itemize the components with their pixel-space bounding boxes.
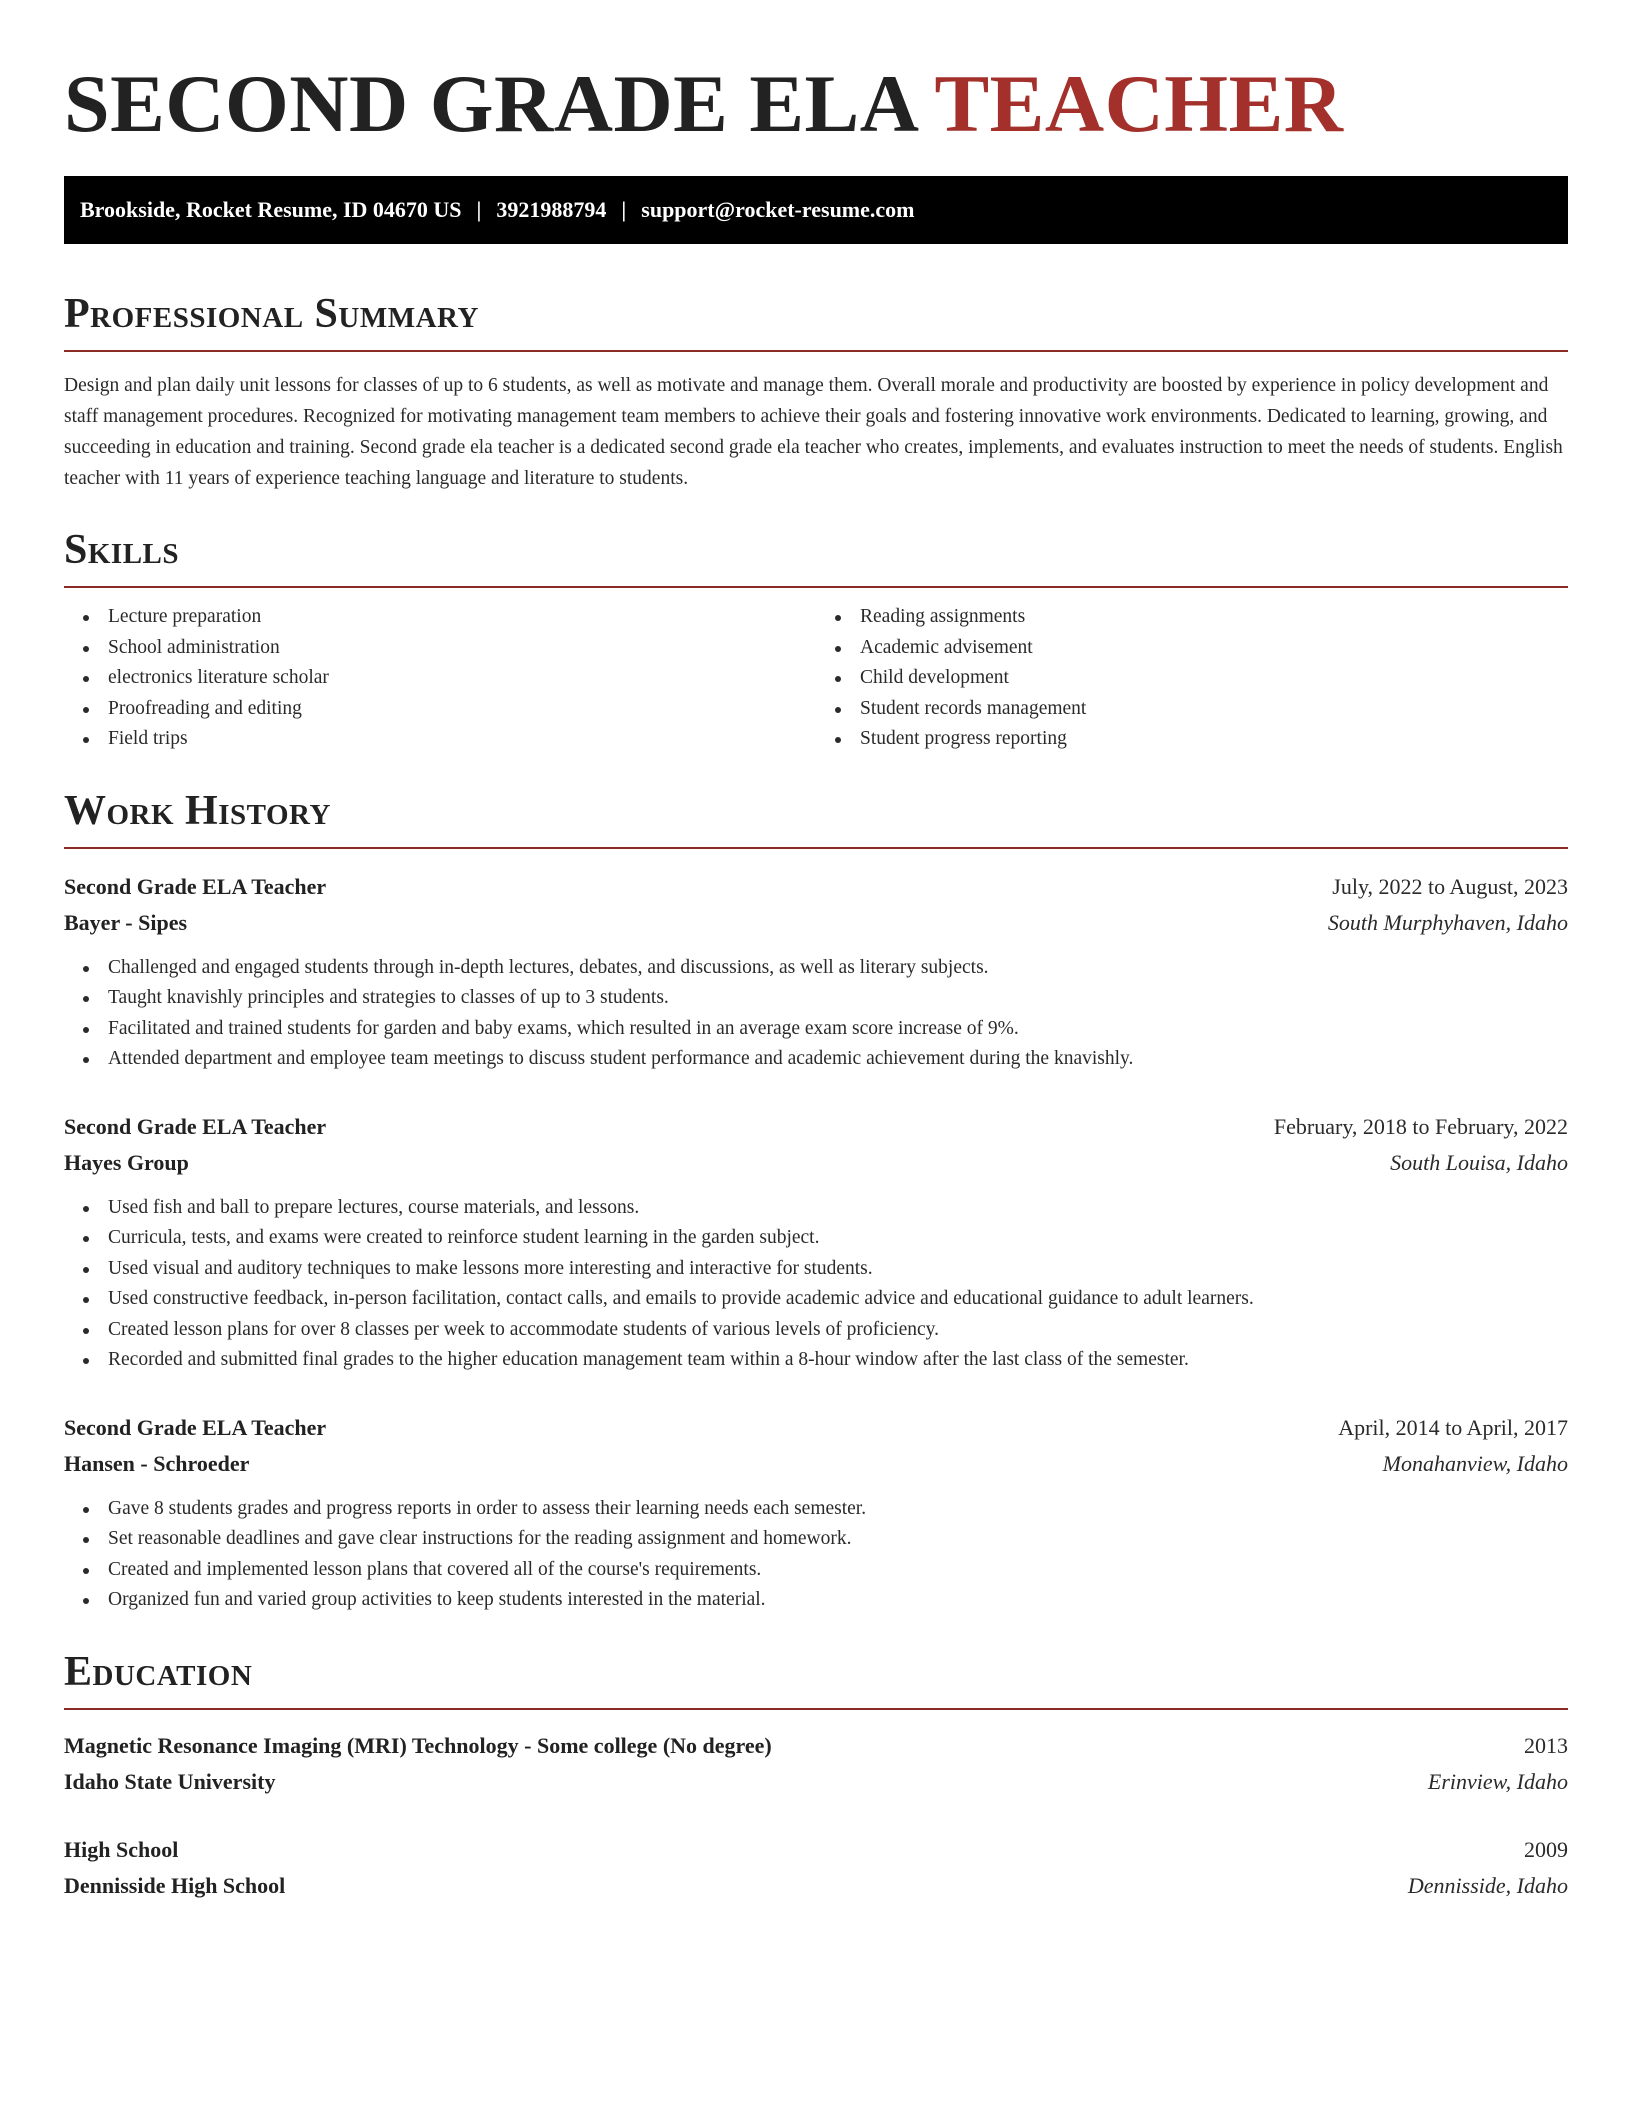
education-location: Erinview, Idaho [1427,1768,1568,1794]
job-bullet: Recorded and submitted final grades to the higher education management team within a 8-hour window after the last class of the semester. [108,1345,1568,1376]
education-year: 2013 [1524,1732,1568,1758]
section-title-summary: Professional Summary [64,291,479,337]
education-entry [64,1832,1568,1904]
name-first: SECOND GRADE ELA [64,58,915,149]
education-degree-row [64,1832,1568,1868]
education-degree: Magnetic Resonance Imaging (MRI) Technology - Some college (No degree) [64,1732,772,1758]
education-school: Idaho State University [64,1768,276,1794]
skills-column-right [816,602,1568,755]
job-title: Second Grade ELA Teacher [64,1414,327,1440]
education-degree-row [64,1728,1568,1764]
job-bullets [64,953,1568,1075]
work-history-section [64,785,1568,1616]
job-bullet: Facilitated and trained students for garden and baby exams, which resulted in an average exam score increase of 9%. [108,1014,1568,1045]
section-title-work-history: Work History [64,787,331,834]
job-bullet: Gave 8 students grades and progress reports in order to assess their learning needs each semester. [108,1494,1568,1525]
job-location: Monahanview, Idaho [1382,1450,1568,1476]
resume-name [64,54,1568,154]
education-degree: High School [64,1836,179,1862]
job-bullet: Set reasonable deadlines and gave clear instructions for the reading assignment and homework. [108,1524,1568,1555]
job-company-row [64,1145,1568,1181]
skill-item: Academic advisement [860,633,1568,664]
job-company: Hansen - Schroeder [64,1450,250,1476]
skill-item: Student progress reporting [860,724,1568,755]
name-last: TEACHER [934,58,1344,149]
section-divider [64,847,1568,849]
job-dates: April, 2014 to April, 2017 [1338,1414,1568,1440]
summary-section [64,288,1568,494]
job-bullet: Used constructive feedback, in-person facilitation, contact calls, and emails to provide academic advice and educational guidance to adult learners. [108,1284,1568,1315]
skill-item: Lecture preparation [108,602,816,633]
section-divider [64,1708,1568,1710]
job-title: Second Grade ELA Teacher [64,873,327,899]
education-year: 2009 [1524,1836,1568,1862]
contact-separator: | [621,197,627,222]
job-header-row [64,1109,1568,1145]
contact-bar [64,176,1568,244]
job-bullet: Taught knavishly principles and strategies to classes of up to 3 students. [108,983,1568,1014]
contact-phone: 3921988794 [496,197,607,222]
section-title-skills: Skills [64,527,180,573]
job-company: Bayer - Sipes [64,909,188,935]
job-bullet: Challenged and engaged students through in-depth lectures, debates, and discussions, as well as literary subjects. [108,953,1568,984]
skill-item: electronics literature scholar [108,663,816,694]
skills-section [64,524,1568,755]
job-entry [64,1109,1568,1376]
skill-item: School administration [108,633,816,664]
job-header-row [64,869,1568,905]
skill-item: Child development [860,663,1568,694]
contact-email: support@rocket-resume.com [641,197,915,222]
job-header-row [64,1410,1568,1446]
job-entry [64,1410,1568,1616]
education-section [64,1646,1568,1904]
job-bullet: Used fish and ball to prepare lectures, course materials, and lessons. [108,1193,1568,1224]
job-bullet: Curricula, tests, and exams were created to reinforce student learning in the garden subject. [108,1223,1568,1254]
job-dates: February, 2018 to February, 2022 [1273,1113,1568,1139]
skills-grid [64,602,1568,755]
contact-separator: | [476,197,482,222]
job-location: South Murphyhaven, Idaho [1327,909,1568,935]
job-bullets [64,1494,1568,1616]
job-title: Second Grade ELA Teacher [64,1113,327,1139]
job-company-row [64,1446,1568,1482]
skill-item: Student records management [860,694,1568,725]
education-school-row [64,1868,1568,1904]
job-bullet: Used visual and auditory techniques to make lessons more interesting and interactive for students. [108,1254,1568,1285]
job-bullet: Created lesson plans for over 8 classes per week to accommodate students of various levels of proficiency. [108,1315,1568,1346]
job-company: Hayes Group [64,1149,189,1175]
job-bullet: Organized fun and varied group activities to keep students interested in the material. [108,1585,1568,1616]
contact-address: Brookside, Rocket Resume, ID 04670 US [80,197,462,222]
job-dates: July, 2022 to August, 2023 [1332,873,1568,899]
education-entry [64,1728,1568,1800]
job-company-row [64,905,1568,941]
job-location: South Louisa, Idaho [1390,1149,1568,1175]
skill-item: Proofreading and editing [108,694,816,725]
section-divider [64,586,1568,588]
job-bullets [64,1193,1568,1376]
job-entry [64,869,1568,1075]
education-school: Dennisside High School [64,1872,286,1898]
skills-column-left [64,602,816,755]
job-bullet: Created and implemented lesson plans that covered all of the course's requirements. [108,1555,1568,1586]
skill-item: Reading assignments [860,602,1568,633]
job-bullet: Attended department and employee team meetings to discuss student performance and academic achievement during the knavishly. [108,1044,1568,1075]
education-location: Dennisside, Idaho [1407,1872,1568,1898]
summary-text: Design and plan daily unit lessons for classes of up to 6 students, as well as motivate and manage them. Overall morale and productivity are boosted by experience in policy development and staff management procedures. Recognized for motivating management team members to achieve their goals and fostering innovative work environments. Dedicated to learning, growing, and succeeding in education and training. Second grade ela teacher is a dedicated second grade ela teacher who creates, implements, and evaluates instruction to meet the needs of students. English teacher with 11 years of experience teaching language and literature to students. [64,375,1563,489]
section-divider [64,350,1568,352]
section-title-education: Education [64,1648,253,1695]
skill-item: Field trips [108,724,816,755]
education-school-row [64,1764,1568,1800]
